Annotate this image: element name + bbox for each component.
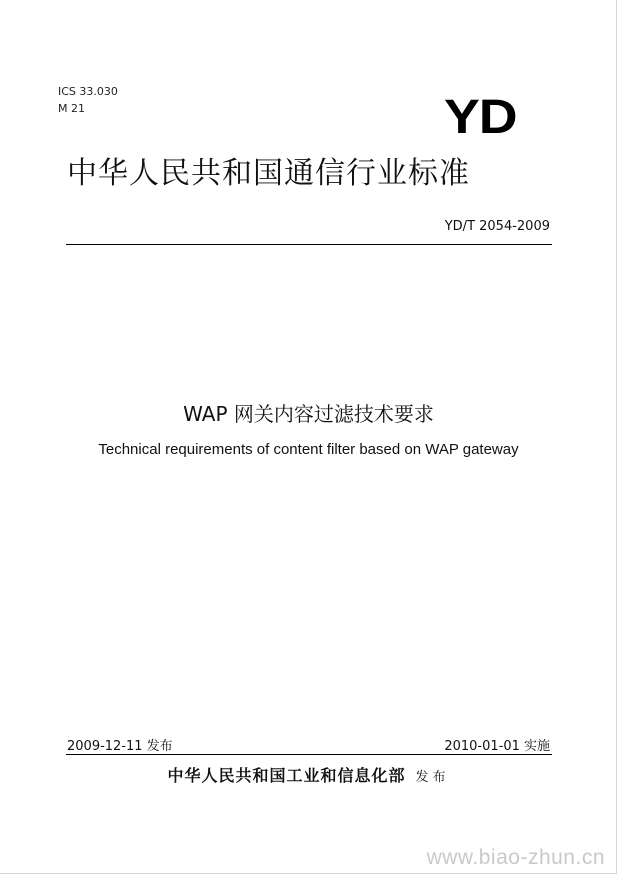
class-code: M 21 (58, 102, 85, 115)
classification-block (58, 83, 118, 117)
standard-number: YD/T 2054-2009 (444, 219, 550, 234)
publisher-line (0, 763, 617, 786)
org-title: 中华人民共和国通信行业标准 (67, 156, 470, 191)
issue-date: 2009-12-11 发布 (67, 739, 173, 754)
document-title-chinese: WAP 网关内容过滤技术要求 (183, 402, 434, 426)
publish-verb: 发布 (415, 770, 450, 785)
publisher-name: 中华人民共和国工业和信息化部 (167, 766, 406, 785)
yd-logo: YD (444, 91, 517, 144)
implement-date: 2010-01-01 实施 (444, 739, 550, 754)
top-divider (66, 244, 552, 245)
ics-code: ICS 33.030 (58, 85, 118, 98)
watermark: www.biao-zhun.cn (426, 846, 605, 869)
bottom-divider (66, 754, 552, 755)
document-title-english: Technical requirements of content filter based on WAP gateway (98, 441, 519, 458)
